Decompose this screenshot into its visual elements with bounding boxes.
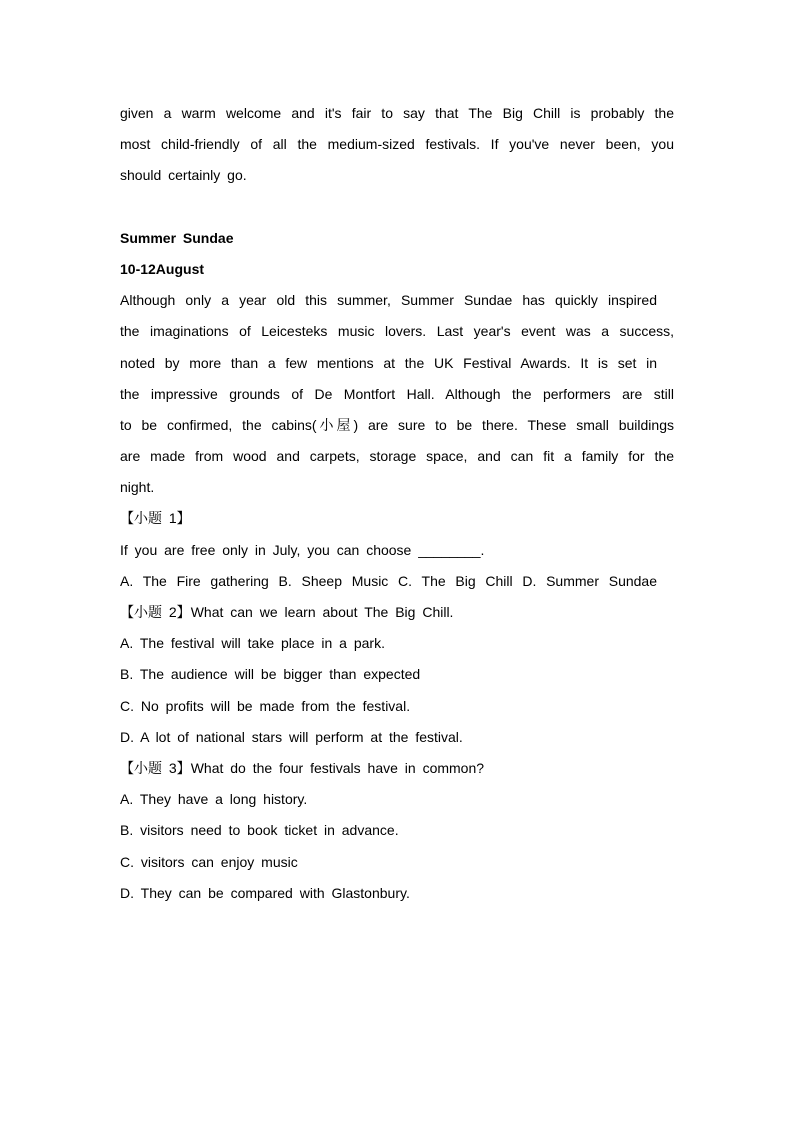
question-2 [120,597,674,753]
question-header [120,597,674,628]
question-options: A. The Fire gathering B. Sheep Music C. The Big Chill D. Summer Sundae [120,572,657,589]
paragraph-line: the impressive grounds of De Montfort Hall. Although the performers are still [120,385,674,402]
summer-sundae-paragraph [120,285,674,503]
question-stem: What can we learn about The Big Chill. [190,604,454,620]
question-1 [120,503,674,597]
paragraph-spacer [120,192,674,223]
answer-option-a: A. They have a long history. [120,791,308,808]
question-header [120,753,674,784]
paragraph-line: should certainly go. [120,167,247,184]
answer-option-d: D. A lot of national stars will perform at the festival. [120,728,463,745]
answer-option-c: C. No profits will be made from the festival. [120,697,411,714]
answer-option-a: A. The festival will take place in a park. [120,635,385,652]
question-3 [120,753,674,909]
paragraph-line: given a warm welcome and it's fair to say that The Big Chill is probably the [120,105,674,121]
paragraph-line: most child-friendly of all the medium-sized festivals. If you've never been, you [120,136,674,153]
answer-option-c: C. visitors can enjoy music [120,853,298,870]
paragraph-line: the imaginations of Leicesteks music lovers. Last year's event was a success, [120,323,674,340]
section-heading: Summer Sundae [120,229,234,246]
question-label: 【小题 3】 [120,759,191,776]
paragraph-line: Although only a year old this summer, Summer Sundae has quickly inspired [120,292,657,309]
section-date: 10-12August [120,260,205,277]
paragraph-line: night. [120,479,155,496]
answer-option-b: B. visitors need to book ticket in advance. [120,822,399,839]
document-body [120,98,674,909]
answer-option-d: D. They can be compared with Glastonbury. [120,884,410,901]
intro-paragraph [120,98,674,192]
paragraph-line: noted by more than a few mentions at the UK Festival Awards. It is set in [120,354,657,371]
question-stem: What do the four festivals have in common? [190,759,485,776]
paragraph-line: to be confirmed, the cabins(小屋) are sure to be there. These small buildings [120,416,674,433]
paragraph-line: are made from wood and carpets, storage space, and can fit a family for the [120,448,674,465]
question-label: 【小题 1】 [120,510,191,527]
answer-option-b: B. The audience will be bigger than expected [120,666,421,683]
question-stem: If you are free only in July, you can choose ________. [120,541,485,558]
question-label: 【小题 2】 [120,604,191,620]
